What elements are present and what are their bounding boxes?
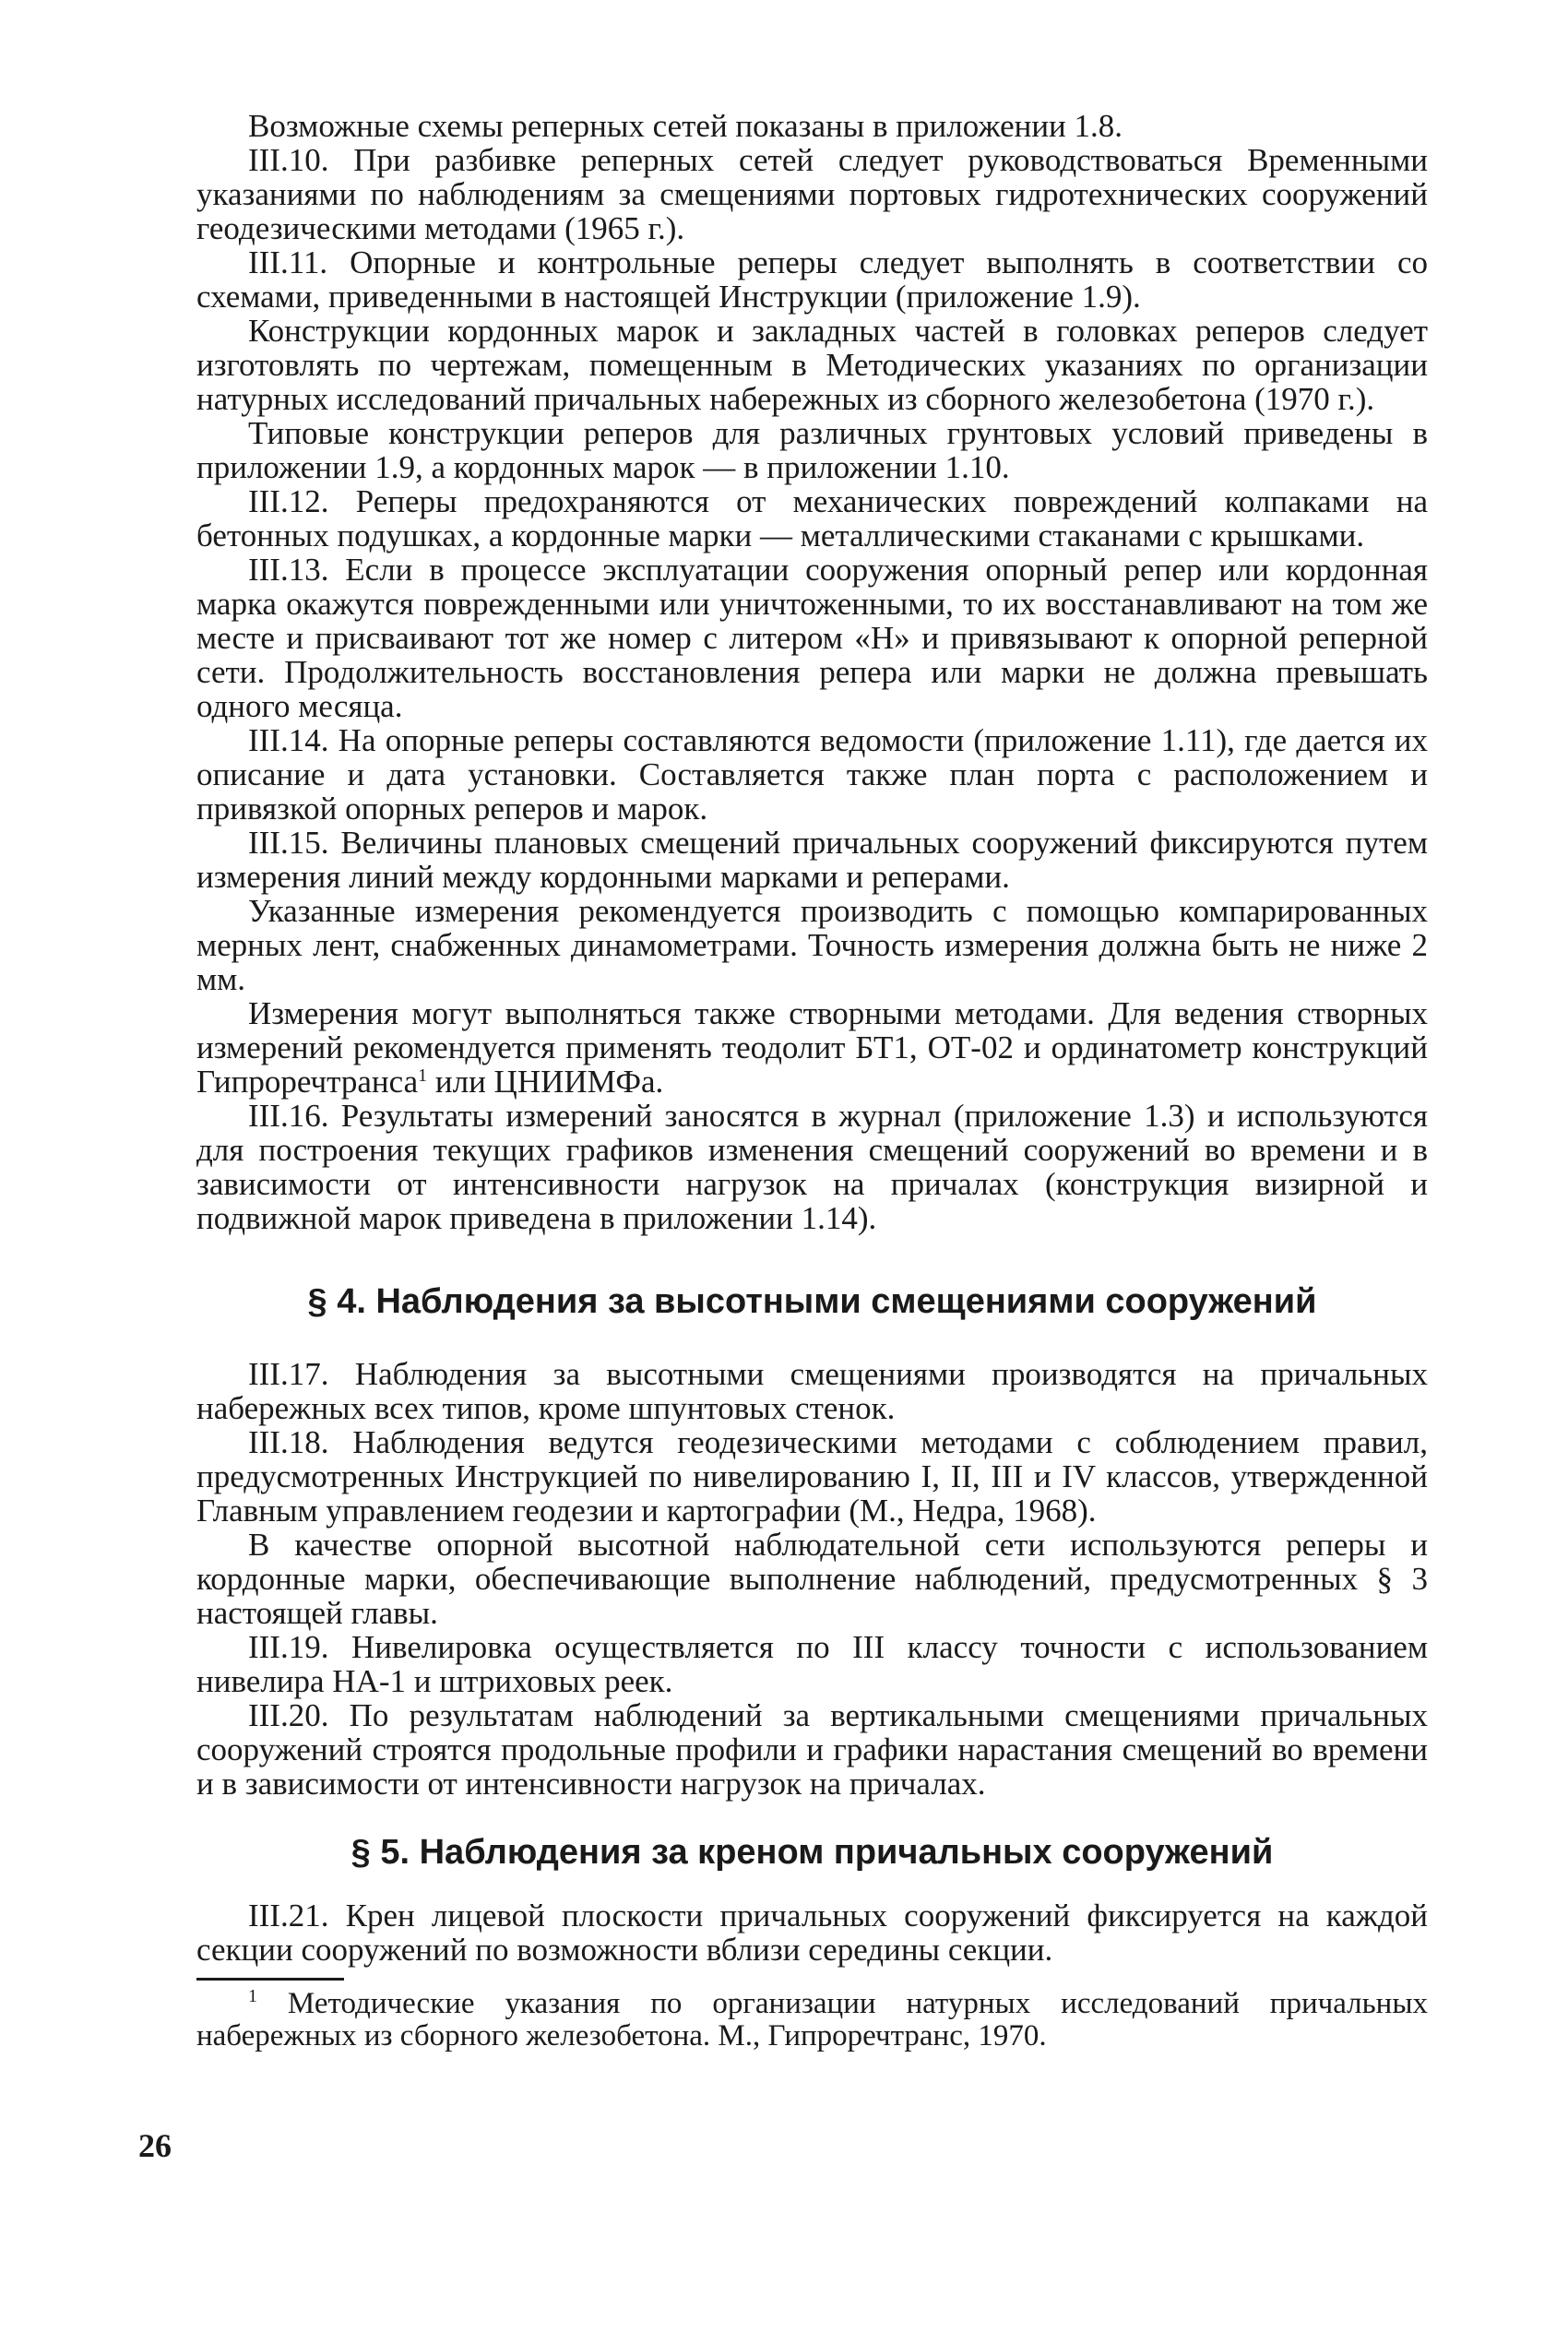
footnote-mark: 1: [248, 1986, 257, 2006]
paragraph: В качестве опорной высотной наблюдательной сети используются реперы и кордонные марки, обеспечивающие выполнение наблюдений, предусмотренных § 3 настоящей главы.: [196, 1527, 1428, 1631]
paragraph-text: или ЦНИИМФа.: [427, 1064, 664, 1100]
paragraph-measurements: [196, 996, 1428, 1099]
paragraph-iii-15: III.15. Величины плановых смещений причальных сооружений фиксируются путем измерения линий между кордонными марками и реперами.: [196, 825, 1428, 895]
paragraph-iii-17: III.17. Наблюдения за высотными смещениями производятся на причальных набережных всех типов, кроме шпунтовых стенок.: [196, 1356, 1428, 1426]
paragraph-iii-20: III.20. По результатам наблюдений за вертикальными смещениями причальных сооружений строятся продольные профили и графики нарастания смещений во времени и в зависимости от интенсивности нагрузок на причалах.: [196, 1697, 1428, 1802]
paragraph-iii-13: III.13. Если в процессе эксплуатации сооружения опорный репер или кордонная марка окажутся поврежденными или уничтоженными, то их восстанавливают на том же месте и присваивают тот же номер с литером «Н» и привязывают к опорной реперной сети. Продолжительность восстановления репера или марки не должна превышать одного месяца.: [196, 552, 1428, 724]
page-number: 26: [138, 2127, 172, 2164]
page-body: [196, 109, 1428, 2052]
footnote-text: Методические указания по организации натурных исследований причальных набережных из сборного железобетона. М., Гипроречтранс, 1970.: [196, 1987, 1428, 2052]
paragraph: Указанные измерения рекомендуется производить с помощью компарированных мерных лент, снабженных динамометрами. Точность измерения должна быть не ниже 2 мм.: [196, 893, 1428, 997]
footnote-reference[interactable]: 1: [418, 1065, 428, 1086]
paragraph-iii-10: III.10. При разбивке реперных сетей следует руководствоваться Временными указаниями по наблюдениям за смещениями портовых гидротехнических сооружений геодезическими методами (1965 г.).: [196, 142, 1428, 246]
paragraph: Типовые конструкции реперов для различных грунтовых условий приведены в приложении 1.9, а кордонных марок — в приложении 1.10.: [196, 415, 1428, 485]
paragraph: Возможные схемы реперных сетей показаны в приложении 1.8.: [248, 108, 1123, 144]
paragraph-iii-21: III.21. Крен лицевой плоскости причальных сооружений фиксируется на каждой секции сооружений по возможности вблизи середины секции.: [196, 1898, 1428, 1968]
paragraph: Конструкции кордонных марок и закладных частей в головках реперов следует изготовлять по чертежам, помещенным в Методических указаниях по организации натурных исследований причальных набережных из сборного железобетона (1970 г.).: [196, 313, 1428, 417]
paragraph-text: Измерения могут выполняться также створными методами. Для ведения створных измерений рекомендуется применять теодолит БТ1, ОТ-02 и ординатометр конструкций Гипроречтранса: [196, 995, 1428, 1100]
paragraph-iii-18: III.18. Наблюдения ведутся геодезическими методами с соблюдением правил, предусмотренных Инструкцией по нивелированию I, II, III и IV классов, утвержденной Главным управлением геодезии и картографии (М., Недра, 1968).: [196, 1424, 1428, 1529]
paragraph-iii-11: III.11. Опорные и контрольные реперы следует выполнять в соответствии со схемами, приведенными в настоящей Инструкции (приложение 1.9).: [196, 244, 1428, 315]
section-heading-4: § 4. Наблюдения за высотными смещениями сооружений: [307, 1282, 1317, 1321]
paragraph-iii-12: III.12. Реперы предохраняются от механических повреждений колпаками на бетонных подушках, а кордонные марки — металлическими стаканами с крышками.: [196, 483, 1428, 553]
footnote: [196, 1988, 1428, 2052]
footnote-divider: [196, 1978, 344, 1981]
paragraph-iii-16: III.16. Результаты измерений заносятся в журнал (приложение 1.3) и используются для построения текущих графиков изменения смещений сооружений во времени и в зависимости от интенсивности нагрузок на причалах (конструкция визирной и подвижной марок приведена в приложении 1.14).: [196, 1098, 1428, 1236]
paragraph-iii-19: III.19. Нивелировка осуществляется по III классу точности с использованием нивелира НА-1 и штриховых реек.: [196, 1629, 1428, 1699]
paragraph-iii-14: III.14. На опорные реперы составляются ведомости (приложение 1.11), где дается их описание и дата установки. Составляется также план порта с расположением и привязкой опорных реперов и марок.: [196, 722, 1428, 827]
section-heading-5: § 5. Наблюдения за креном причальных сооружений: [350, 1833, 1274, 1872]
